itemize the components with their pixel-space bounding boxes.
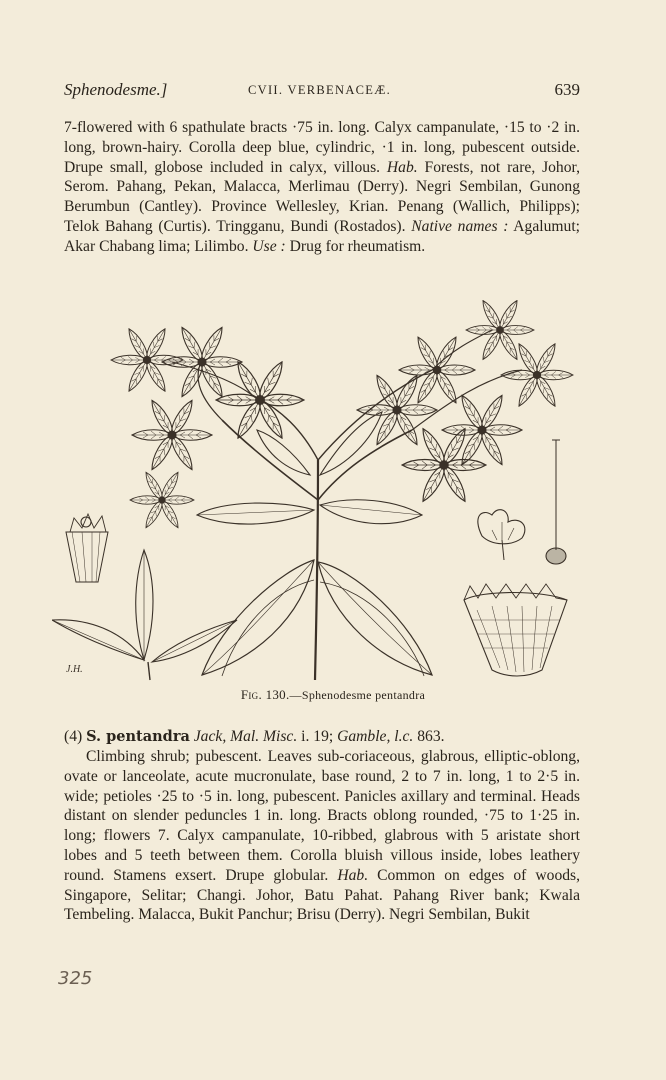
native-names-label: Native names : <box>411 217 509 235</box>
species-name: S. pentandra <box>86 728 190 745</box>
figure-caption-text: —Sphenodesme pentandra <box>289 688 426 702</box>
plant-drawing <box>52 300 592 682</box>
handwritten-page-note: 325 <box>58 968 93 989</box>
use-label: Use : <box>252 237 286 255</box>
citation-jack: Jack, Mal. Misc. <box>193 728 298 745</box>
use-text: Drug for rheumatism. <box>285 237 426 255</box>
native-names-text: Agalumut; Akar Chabang lima; Lilimbo. <box>64 217 580 255</box>
species-habitat-label: Hab. <box>337 866 369 884</box>
botanical-illustration <box>52 300 592 682</box>
species-number: (4) <box>64 728 83 745</box>
citation-jack-page: i. 19; <box>297 728 338 745</box>
page-number: 639 <box>554 80 580 99</box>
habitat-label: Hab. <box>386 158 418 176</box>
running-title: Sphenodesme.] <box>64 80 168 99</box>
species-heading <box>64 727 580 747</box>
description-text: 7-flowered with 6 spathulate bracts ·75 in. long. Calyx campanulate, ·15 to ·2 in. long, brown-hairy. Corolla deep blue, cylindric, ·1 in. long, pubescent outside. Drupe small, globose included in calyx, villous. <box>64 119 580 176</box>
page-header <box>64 80 580 104</box>
citation-gamble-page: 863. <box>413 728 445 745</box>
habitat-text: Forests, not rare, Johor, Serom. Pahang, Pekan, Malacca, Merlimau (Derry). Negri Sembilan, Gunong Berumbun (Cantley). Province Wellesley, Krian. Penang (Wallich, Philipps); Telok Bahang (Curtis). Tringganu, Bundi (Rostados). <box>64 158 580 235</box>
species-habitat-text: Common on edges of woods, Singapore, Selitar; Changi. Johor, Batu Pahat. Pahang River bank; Kwala Tembeling. Malacca, Bukit Panchur; Brisu (Derry). Negri Sembilan, Bukit <box>64 866 581 924</box>
species-description-text: Climbing shrub; pubescent. Leaves sub-coriaceous, glabrous, elliptic-oblong, ovate or lanceolate, acute mucronulate, base round, 2 to 7 in. long, 1 to 2·5 in. wide; petioles ·25 to ·5 in. long, pubescent. Panicles axillary and terminal. Heads distant on slender peduncles 1 in. long. Bracts oblong rounded, ·75 to 1·25 in. long; flowers 7. Calyx campanulate, 10-ribbed, glabrous with 5 aristate short lobes and 5 teeth between them. Corolla bluish villous inside, lobes leathery round. Stamens exsert. Drupe globular. <box>64 748 580 884</box>
citation-gamble: Gamble, l.c. <box>337 728 414 745</box>
figure-caption <box>0 687 666 703</box>
family-title: CVII. VERBENACEÆ. <box>248 83 392 97</box>
continuation-paragraph <box>64 118 580 257</box>
illustrator-initials: J.H. <box>66 664 83 675</box>
species-description <box>64 747 580 925</box>
figure-label: Fig. 130. <box>240 687 290 702</box>
